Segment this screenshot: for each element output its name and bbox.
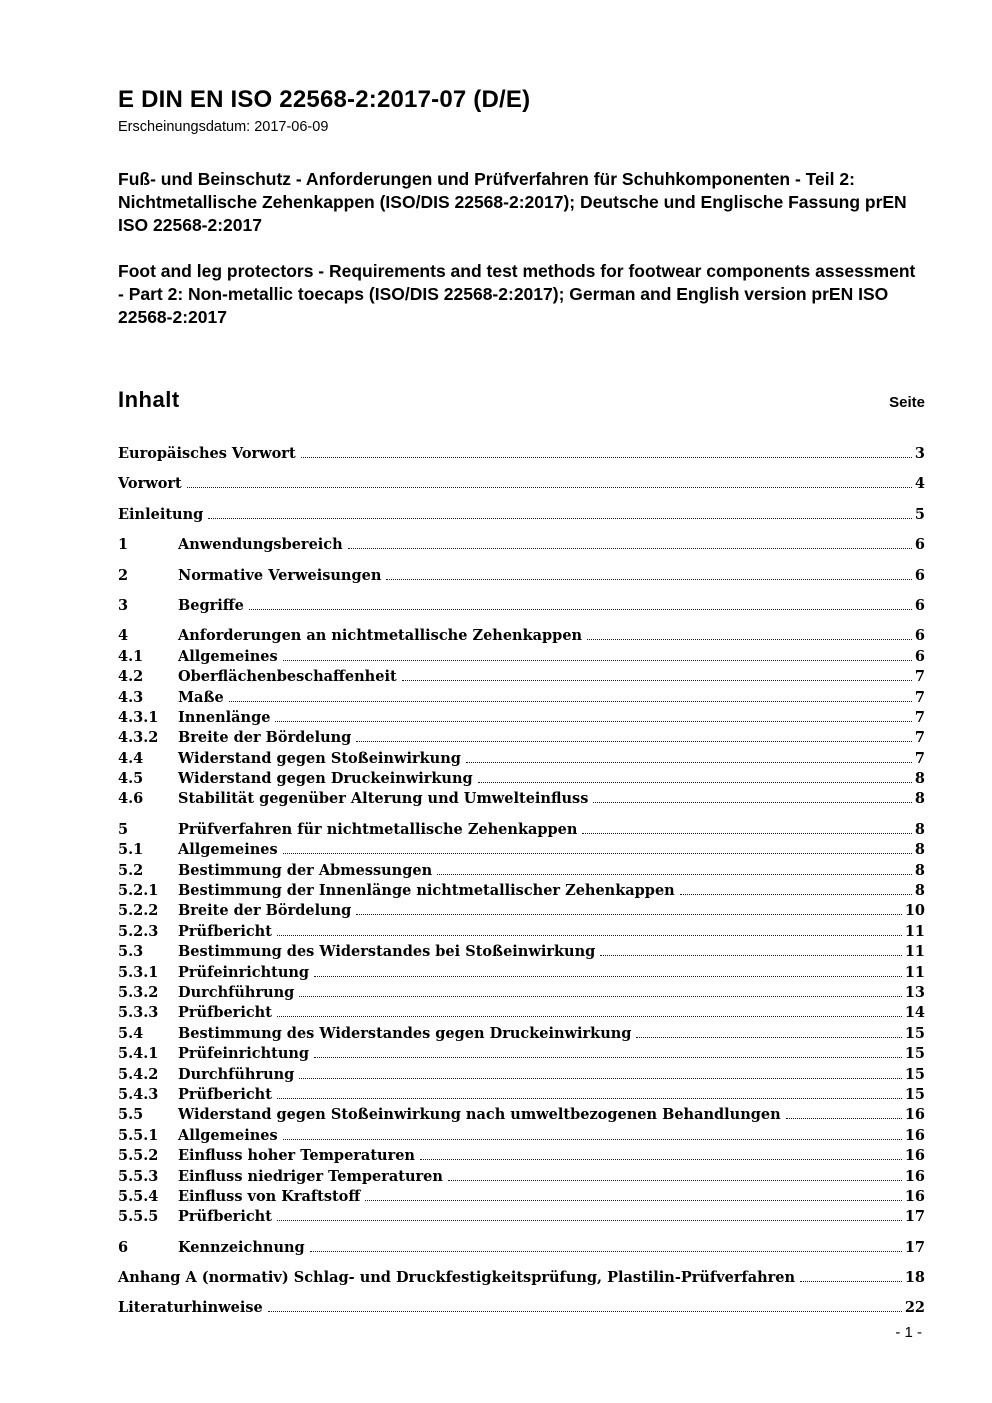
toc-entry-page: 8 <box>914 790 925 808</box>
toc-entry <box>118 882 925 902</box>
toc-entry-page: 18 <box>904 1269 925 1287</box>
toc-leader-dots <box>600 955 902 956</box>
toc-leader-dots <box>208 518 912 519</box>
toc-entry <box>118 668 925 688</box>
toc-entry-number: 5.2.3 <box>118 922 159 940</box>
toc-entry-number: 5.4 <box>118 1024 144 1042</box>
toc-entry-label: Kennzeichnung <box>178 1238 305 1256</box>
toc-entry-page: 11 <box>904 922 925 940</box>
toc-entry-label: Bestimmung des Widerstandes gegen Druckeinwirkung <box>178 1024 632 1042</box>
toc-entry-page: 16 <box>904 1106 925 1124</box>
toc-entry-page: 7 <box>914 749 925 767</box>
toc-entry <box>118 902 925 922</box>
toc-entry-label: Prüfbericht <box>178 1208 272 1226</box>
toc-entry-label: Oberflächenbeschaffenheit <box>178 668 397 686</box>
toc-entry <box>118 536 925 556</box>
toc-leader-dots <box>636 1037 901 1038</box>
toc-entry-number: 4.4 <box>118 749 144 767</box>
toc-entry <box>118 1106 925 1126</box>
toc-entry-number: 5.2.2 <box>118 902 159 920</box>
toc-entry <box>118 964 925 984</box>
toc-entry-page: 6 <box>914 647 925 665</box>
toc-entry-label: Einleitung <box>118 505 204 523</box>
toc-entry <box>118 984 925 1004</box>
toc-entry <box>118 648 925 668</box>
toc-entry <box>118 1086 925 1106</box>
toc-entry <box>118 445 925 465</box>
toc-entry-number: 4 <box>118 627 129 645</box>
toc-entry-page: 17 <box>904 1238 925 1256</box>
toc-leader-dots <box>314 1057 902 1058</box>
toc-leader-dots <box>268 1311 902 1312</box>
toc-entry-number: 5.2.1 <box>118 882 159 900</box>
toc-entry-page: 6 <box>914 566 925 584</box>
toc-entry-label: Allgemeines <box>178 841 278 859</box>
toc-entry <box>118 627 925 647</box>
toc-leader-dots <box>786 1118 902 1119</box>
toc-entry-label: Europäisches Vorwort <box>118 445 296 462</box>
toc-leader-dots <box>187 487 912 488</box>
toc-entry-page: 7 <box>914 668 925 686</box>
toc-entry-page: 8 <box>914 770 925 788</box>
publish-date: Erscheinungsdatum: 2017-06-09 <box>118 119 329 135</box>
toc-entry-number: 5.3.1 <box>118 963 159 981</box>
toc-entry-label: Anforderungen an nichtmetallische Zehenkappen <box>178 627 583 645</box>
toc-entry-number: 5.3.3 <box>118 1004 159 1022</box>
toc-leader-dots <box>277 935 902 936</box>
toc-entry <box>118 841 925 861</box>
toc-entry-label: Prüfbericht <box>178 1085 272 1103</box>
toc-entry <box>118 790 925 810</box>
toc-entry <box>118 1127 925 1147</box>
toc-entry-label: Prüfverfahren für nichtmetallische Zehenkappen <box>178 820 578 838</box>
toc-entry-number: 5.5.3 <box>118 1167 159 1185</box>
toc-entry-page: 6 <box>914 536 925 554</box>
toc-leader-dots <box>348 548 912 549</box>
toc-leader-dots <box>283 1139 902 1140</box>
toc-entry-label: Prüfeinrichtung <box>178 1045 310 1063</box>
toc-entry <box>118 1147 925 1167</box>
toc-entry <box>118 821 925 841</box>
toc-entry-page: 15 <box>904 1045 925 1063</box>
toc-leader-dots <box>277 1016 902 1017</box>
toc-entry-label: Prüfeinrichtung <box>178 963 310 981</box>
toc-entry-page: 16 <box>904 1126 925 1144</box>
toc-leader-dots <box>478 782 912 783</box>
toc-entry-number: 5.4.1 <box>118 1045 159 1063</box>
toc-entry <box>118 1004 925 1024</box>
toc-entry-label: Begriffe <box>178 596 244 614</box>
toc-entry-label: Anhang A (normativ) Schlag- und Druckfestigkeitsprüfung, Plastilin-Prüfverfahren <box>118 1269 796 1287</box>
toc-entry-page: 7 <box>914 708 925 726</box>
toc-leader-dots <box>314 976 902 977</box>
toc-entry-label: Widerstand gegen Stoßeinwirkung <box>178 749 461 767</box>
toc-entry-label: Breite der Bördelung <box>178 902 352 920</box>
toc-entry-label: Breite der Bördelung <box>178 729 352 747</box>
toc-entry-page: 11 <box>904 963 925 981</box>
toc-entry <box>118 770 925 790</box>
toc-leader-dots <box>402 680 912 681</box>
toc-entry-label: Maße <box>178 688 224 706</box>
toc-entry-page: 14 <box>904 1004 925 1022</box>
toc-entry-number: 5.4.3 <box>118 1085 159 1103</box>
toc-leader-dots <box>448 1180 902 1181</box>
toc-entry-page: 15 <box>904 1065 925 1083</box>
toc-entry-page: 8 <box>914 882 925 900</box>
toc-entry-number: 5.4.2 <box>118 1065 159 1083</box>
toc-entry-page: 15 <box>904 1085 925 1103</box>
toc-leader-dots <box>587 639 912 640</box>
toc-entry-page: 16 <box>904 1187 925 1205</box>
toc-entry-label: Literaturhinweise <box>118 1299 263 1317</box>
toc-leader-dots <box>420 1159 902 1160</box>
toc-entry <box>118 1239 925 1259</box>
toc-entry-number: 4.2 <box>118 668 144 686</box>
footer-page-number: - 1 - <box>895 1324 922 1341</box>
toc-entry-label: Durchführung <box>178 1065 295 1083</box>
toc-entry-page: 15 <box>904 1024 925 1042</box>
toc-entry <box>118 1269 925 1289</box>
toc-entry-number: 5 <box>118 820 129 838</box>
document-title: E DIN EN ISO 22568-2:2017-07 (D/E) <box>118 86 531 113</box>
toc-leader-dots <box>277 1098 902 1099</box>
toc-entry-page: 5 <box>914 505 925 523</box>
toc-entry-page: 8 <box>914 820 925 838</box>
document-title-english: Foot and leg protectors - Requirements and test methods for footwear components assessment - Part 2: Non-metallic toecaps (ISO/DIS 22568-2:2017); German and English version prEN ISO 22568-2:2017 <box>118 261 916 327</box>
toc-leader-dots <box>249 609 912 610</box>
toc-entry <box>118 923 925 943</box>
toc-entry-label: Allgemeines <box>178 1126 278 1144</box>
toc-entry-page: 11 <box>904 943 925 961</box>
toc-entry <box>118 1188 925 1208</box>
toc-entry <box>118 475 925 495</box>
toc-entry <box>118 597 925 617</box>
toc-leader-dots <box>283 660 912 661</box>
toc-entry-number: 5.2 <box>118 861 144 879</box>
toc-entry <box>118 709 925 729</box>
toc-leader-dots <box>301 457 912 458</box>
toc-entry-number: 5.5.1 <box>118 1126 159 1144</box>
toc-leader-dots <box>356 914 901 915</box>
toc-entry-page: 6 <box>914 627 925 645</box>
document-title-german: Fuß- und Beinschutz - Anforderungen und Prüfverfahren für Schuhkomponenten - Teil 2: Nichtmetallische Zehenkappen (ISO/DIS 22568-2:2017); Deutsche und Englische Fassung prEN ISO 22568-2:2017 <box>118 169 907 235</box>
toc-leader-dots <box>593 802 912 803</box>
toc-leader-dots <box>680 894 912 895</box>
toc-entry-page: 3 <box>914 445 925 462</box>
toc-entry-page: 6 <box>914 596 925 614</box>
toc-entry-number: 4.5 <box>118 770 144 788</box>
toc-entry-page: 22 <box>904 1299 925 1317</box>
toc-list <box>118 445 925 1320</box>
toc-leader-dots <box>582 833 911 834</box>
toc-entry-page: 7 <box>914 688 925 706</box>
toc-entry <box>118 750 925 770</box>
toc-header-row <box>118 387 925 413</box>
toc-entry-number: 4.3.2 <box>118 729 159 747</box>
toc-entry-page: 10 <box>904 902 925 920</box>
toc-entry-label: Prüfbericht <box>178 1004 272 1022</box>
toc-entry-page: 4 <box>914 475 925 493</box>
toc-entry <box>118 689 925 709</box>
toc-entry-label: Prüfbericht <box>178 922 272 940</box>
toc-entry <box>118 1168 925 1188</box>
toc-entry-label: Innenlänge <box>178 708 271 726</box>
toc-entry-number: 3 <box>118 596 129 614</box>
toc-entry-number: 5.5 <box>118 1106 144 1124</box>
toc-leader-dots <box>299 1078 902 1079</box>
toc-entry <box>118 506 925 526</box>
toc-entry-number: 6 <box>118 1238 129 1256</box>
toc-entry-number: 1 <box>118 536 129 554</box>
toc-heading: Inhalt <box>118 387 180 412</box>
toc-entry-number: 5.3 <box>118 943 144 961</box>
toc-entry-label: Einfluss niedriger Temperaturen <box>178 1167 443 1185</box>
toc-entry-label: Normative Verweisungen <box>178 566 382 584</box>
toc-entry-label: Bestimmung der Abmessungen <box>178 861 433 879</box>
toc-entry-label: Bestimmung des Widerstandes bei Stoßeinwirkung <box>178 943 596 961</box>
toc-entry-page: 8 <box>914 841 925 859</box>
toc-leader-dots <box>800 1281 902 1282</box>
toc-entry-label: Einfluss von Kraftstoff <box>178 1187 361 1205</box>
toc-entry-label: Anwendungsbereich <box>178 536 343 554</box>
toc-entry-label: Einfluss hoher Temperaturen <box>178 1147 415 1165</box>
toc-entry <box>118 1025 925 1045</box>
toc-leader-dots <box>365 1200 902 1201</box>
toc-entry-number: 5.1 <box>118 841 144 859</box>
toc-entry-page: 16 <box>904 1167 925 1185</box>
toc-entry <box>118 1045 925 1065</box>
toc-leader-dots <box>386 579 912 580</box>
toc-entry <box>118 1299 925 1319</box>
toc-entry-page: 7 <box>914 729 925 747</box>
toc-entry-label: Stabilität gegenüber Alterung und Umwelteinfluss <box>178 790 589 808</box>
toc-entry <box>118 862 925 882</box>
toc-leader-dots <box>299 996 902 997</box>
toc-entry-label: Allgemeines <box>178 647 278 665</box>
toc-entry-number: 4.6 <box>118 790 144 808</box>
toc-entry-label: Durchführung <box>178 983 295 1001</box>
toc-entry-number: 4.3 <box>118 688 144 706</box>
toc-entry-page: 16 <box>904 1147 925 1165</box>
toc-entry-label: Vorwort <box>118 475 182 493</box>
toc-entry-number: 5.5.5 <box>118 1208 159 1226</box>
toc-leader-dots <box>277 1220 902 1221</box>
toc-entry <box>118 943 925 963</box>
toc-entry-label: Bestimmung der Innenlänge nichtmetallischer Zehenkappen <box>178 882 675 900</box>
toc-leader-dots <box>437 874 912 875</box>
toc-entry-number: 2 <box>118 566 129 584</box>
toc-entry-page: 13 <box>904 983 925 1001</box>
toc-leader-dots <box>310 1251 902 1252</box>
toc-entry <box>118 1066 925 1086</box>
toc-entry <box>118 729 925 749</box>
toc-entry <box>118 1208 925 1228</box>
toc-entry-number: 5.5.4 <box>118 1187 159 1205</box>
toc-entry-page: 17 <box>904 1208 925 1226</box>
toc-leader-dots <box>275 721 911 722</box>
toc-page-column-label: Seite <box>889 394 925 411</box>
toc-entry <box>118 567 925 587</box>
toc-entry-number: 4.1 <box>118 647 144 665</box>
toc-leader-dots <box>466 762 912 763</box>
toc-leader-dots <box>229 701 912 702</box>
toc-entry-page: 8 <box>914 861 925 879</box>
toc-leader-dots <box>356 741 912 742</box>
toc-leader-dots <box>283 853 912 854</box>
toc-entry-number: 5.3.2 <box>118 983 159 1001</box>
toc-entry-number: 5.5.2 <box>118 1147 159 1165</box>
toc-entry-label: Widerstand gegen Druckeinwirkung <box>178 770 473 788</box>
toc-entry-label: Widerstand gegen Stoßeinwirkung nach umweltbezogenen Behandlungen <box>178 1106 781 1124</box>
toc-entry-number: 4.3.1 <box>118 708 159 726</box>
